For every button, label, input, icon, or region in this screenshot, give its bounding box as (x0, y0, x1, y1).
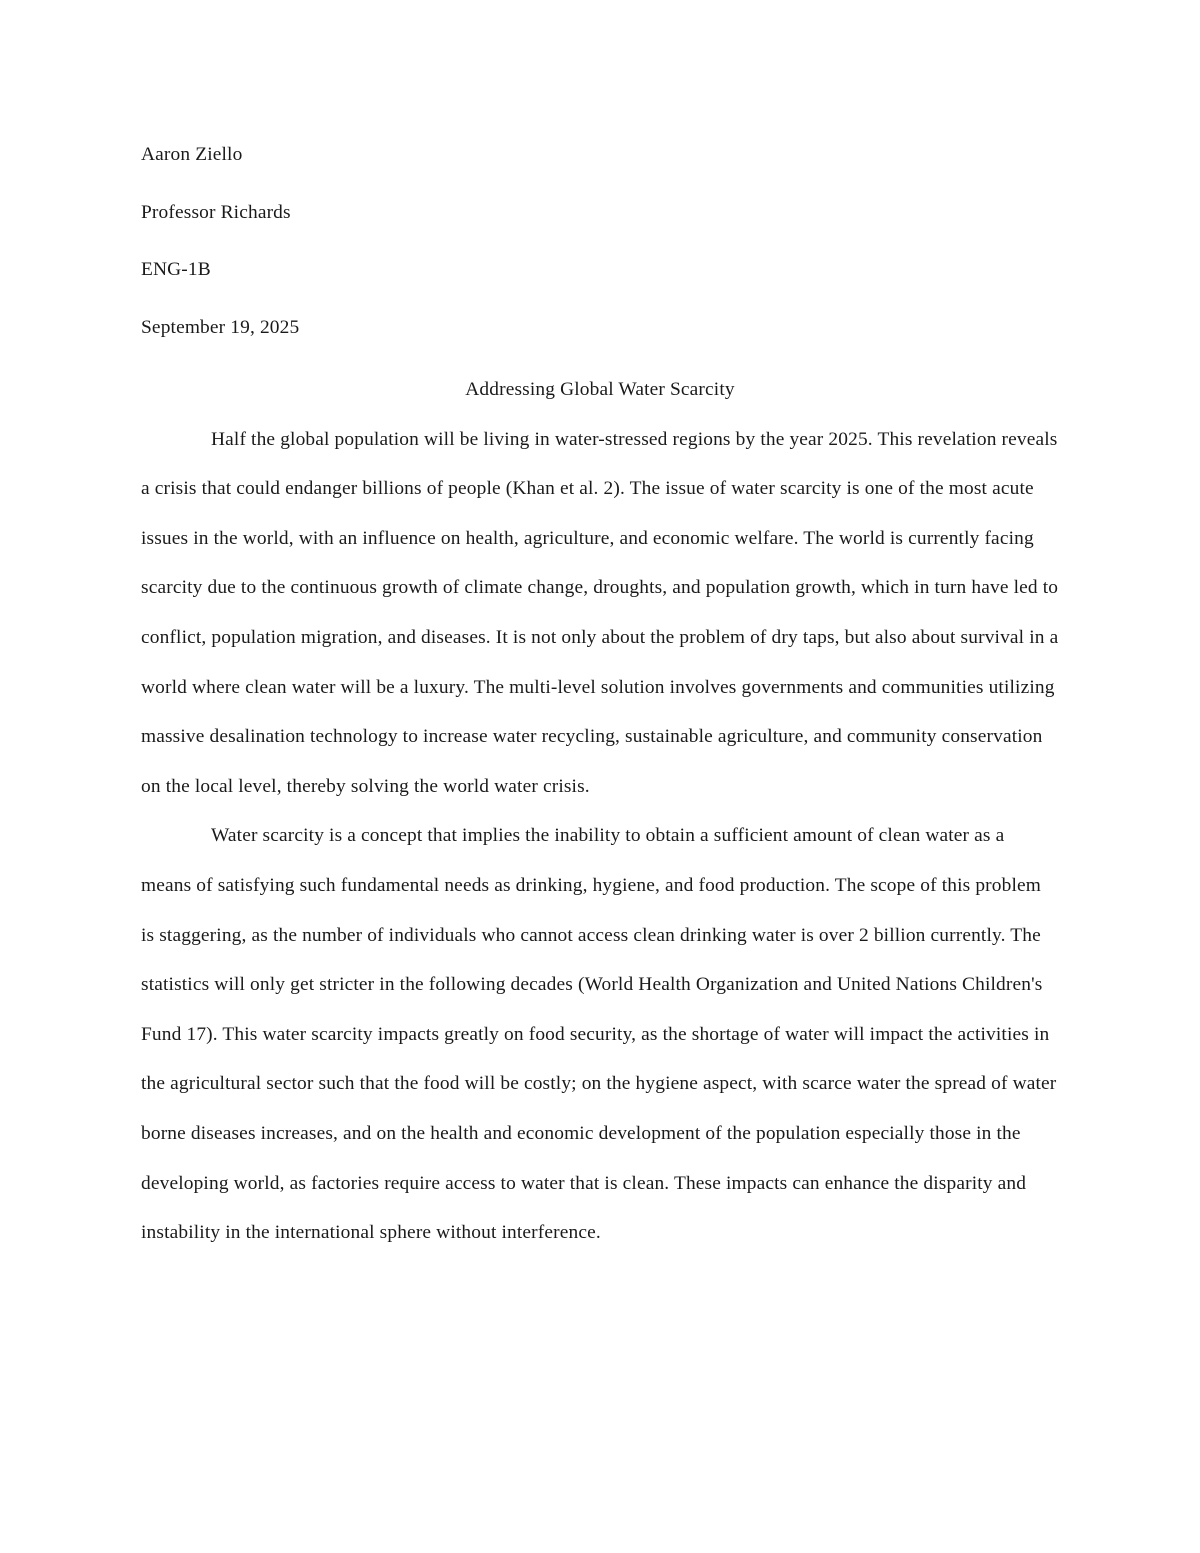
author-name: Aaron Ziello (141, 144, 243, 165)
document-date: September 19, 2025 (141, 316, 300, 338)
paragraph-1: Half the global population will be living in water-stressed regions by the year 2025. This revelation reveals a crisis that could endanger billions of people (Khan et al. 2). The issue of water scarcity is one of the most acute issues in the world, with an influence on health, agriculture, and economic welfare. The world is currently facing scarcity due to the continuous growth of climate change, droughts, and population growth, which in turn have led to conflict, population migration, and diseases. It is not only about the problem of dry taps, but also about survival in a world where clean water will be a luxury. The multi-level solution involves governments and communities utilizing massive desalination technology to increase water recycling, sustainable agriculture, and community conservation on the local level, thereby solving the world water crisis. (141, 428, 1059, 797)
document-body (141, 135, 1059, 1258)
course-code: ENG-1B (141, 259, 211, 280)
instructor-name: Professor Richards (141, 201, 291, 223)
paragraph-2: Water scarcity is a concept that implies the inability to obtain a sufficient amount of clean water as a means of satisfying such fundamental needs as drinking, hygiene, and food production. The scope of this problem is staggering, as the number of individuals who cannot access clean drinking water is over 2 billion currently. The statistics will only get stricter in the following decades (World Health Organization and United Nations Children's Fund 17). This water scarcity impacts greatly on food security, as the shortage of water will impact the activities in the agricultural sector such that the food will be costly; on the hygiene aspect, with scarce water the spread of water borne diseases increases, and on the health and economic development of the population especially those in the developing world, as factories require access to water that is clean. These impacts can enhance the disparity and instability in the international sphere without interference. (141, 825, 1057, 1244)
document-title: Addressing Global Water Scarcity (465, 379, 735, 400)
